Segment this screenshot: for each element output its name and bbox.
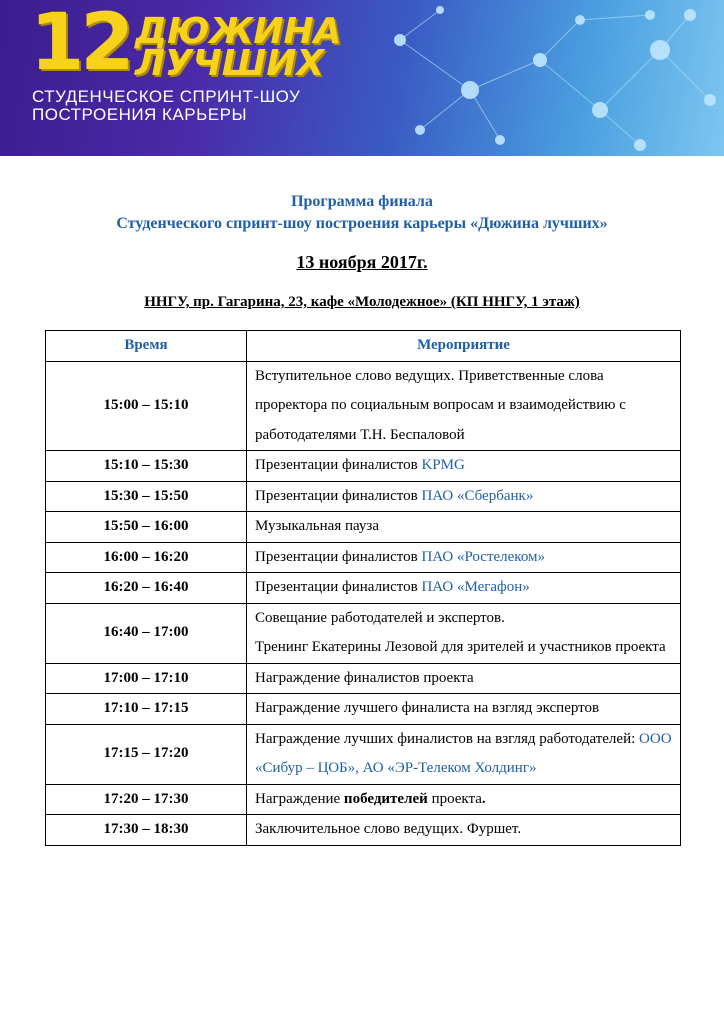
table-row bbox=[46, 603, 681, 663]
table-row bbox=[46, 512, 681, 543]
row-time: 17:30 – 18:30 bbox=[46, 815, 247, 846]
column-header-time: Время bbox=[46, 331, 247, 362]
table-row bbox=[46, 481, 681, 512]
row-event bbox=[247, 451, 681, 482]
row-event bbox=[247, 784, 681, 815]
row-event: Награждение финалистов проекта bbox=[247, 663, 681, 694]
company-name: ООО «Сибур – ЦОБ», АО «ЭР-Телеком Холдинг» bbox=[255, 730, 672, 776]
logo-word-bottom: ЛУЧШИХ bbox=[135, 43, 325, 84]
company-name: ПАО «Сбербанк» bbox=[421, 487, 534, 504]
row-time: 16:20 – 16:40 bbox=[46, 573, 247, 604]
company-name: KPMG bbox=[421, 457, 465, 473]
row-event bbox=[247, 481, 681, 512]
row-time: 16:40 – 17:00 bbox=[46, 603, 247, 663]
logo-subtitle-line2: ПОСТРОЕНИЯ КАРЬЕРЫ bbox=[32, 105, 248, 124]
row-event: Награждение лучшего финалиста на взгляд экспертов bbox=[247, 694, 681, 725]
row-event bbox=[247, 603, 681, 663]
logo-number: 12 bbox=[30, 0, 131, 88]
program-subtitle: Студенческого спринт-шоу построения карьеры «Дюжина лучших» bbox=[116, 215, 608, 232]
logo-subtitle-line1: СТУДЕНЧЕСКОЕ СПРИНТ-ШОУ bbox=[32, 87, 301, 106]
table-row bbox=[46, 663, 681, 694]
row-event bbox=[247, 542, 681, 573]
table-header-row bbox=[46, 331, 681, 362]
row-event-text: Награждение bbox=[255, 790, 344, 807]
row-event-text: Презентации финалистов bbox=[255, 487, 422, 504]
logo-word-top: ДЮЖИНА bbox=[135, 11, 342, 52]
winners-word: победителей bbox=[343, 790, 428, 807]
column-header-event: Мероприятие bbox=[247, 331, 681, 362]
schedule-table bbox=[45, 330, 681, 846]
event-date: 13 ноября 2017г. bbox=[296, 252, 428, 272]
row-event: Вступительное слово ведущих. Приветственные слова проректора по социальным вопросам и взаимодействию с работодателями Т.Н. Беспаловой bbox=[247, 361, 681, 451]
row-event bbox=[247, 573, 681, 604]
row-time: 17:00 – 17:10 bbox=[46, 663, 247, 694]
company-name: ПАО «Мегафон» bbox=[421, 579, 530, 595]
table-row bbox=[46, 784, 681, 815]
row-event-text: Презентации финалистов bbox=[255, 579, 422, 595]
row-time: 16:00 – 16:20 bbox=[46, 542, 247, 573]
row-event-text: Награждение лучших финалистов на взгляд работодателей: bbox=[255, 730, 640, 747]
row-time: 17:15 – 17:20 bbox=[46, 724, 247, 784]
row-event: Заключительное слово ведущих. Фуршет. bbox=[247, 815, 681, 846]
row-event: Музыкальная пауза bbox=[247, 512, 681, 543]
row-time: 17:20 – 17:30 bbox=[46, 784, 247, 815]
row-time: 15:10 – 15:30 bbox=[46, 451, 247, 482]
row-time: 15:50 – 16:00 bbox=[46, 512, 247, 543]
row-event-period: . bbox=[481, 790, 486, 807]
table-row bbox=[46, 694, 681, 725]
row-event-tail: проекта bbox=[427, 790, 482, 807]
row-event bbox=[247, 724, 681, 784]
row-time: 15:30 – 15:50 bbox=[46, 481, 247, 512]
table-row bbox=[46, 815, 681, 846]
event-venue: ННГУ, пр. Гагарина, 23, кафе «Молодежное» (КП ННГУ, 1 этаж) bbox=[144, 294, 580, 310]
table-row bbox=[46, 451, 681, 482]
company-name: ПАО «Ростелеком» bbox=[421, 548, 546, 565]
row-event-text-2: Тренинг Екатерины Лезовой для зрителей и участников проекта bbox=[255, 639, 666, 655]
table-row bbox=[46, 542, 681, 573]
row-event-text: Презентации финалистов bbox=[255, 548, 422, 565]
row-event-text: Совещание работодателей и экспертов. bbox=[255, 609, 505, 626]
table-row bbox=[46, 573, 681, 604]
program-title: Программа финала bbox=[291, 193, 433, 210]
row-time: 17:10 – 17:15 bbox=[46, 694, 247, 725]
table-row bbox=[46, 724, 681, 784]
row-time: 15:00 – 15:10 bbox=[46, 361, 247, 451]
row-event-text: Презентации финалистов bbox=[255, 457, 422, 473]
table-row bbox=[46, 361, 681, 451]
header-banner bbox=[0, 0, 724, 156]
